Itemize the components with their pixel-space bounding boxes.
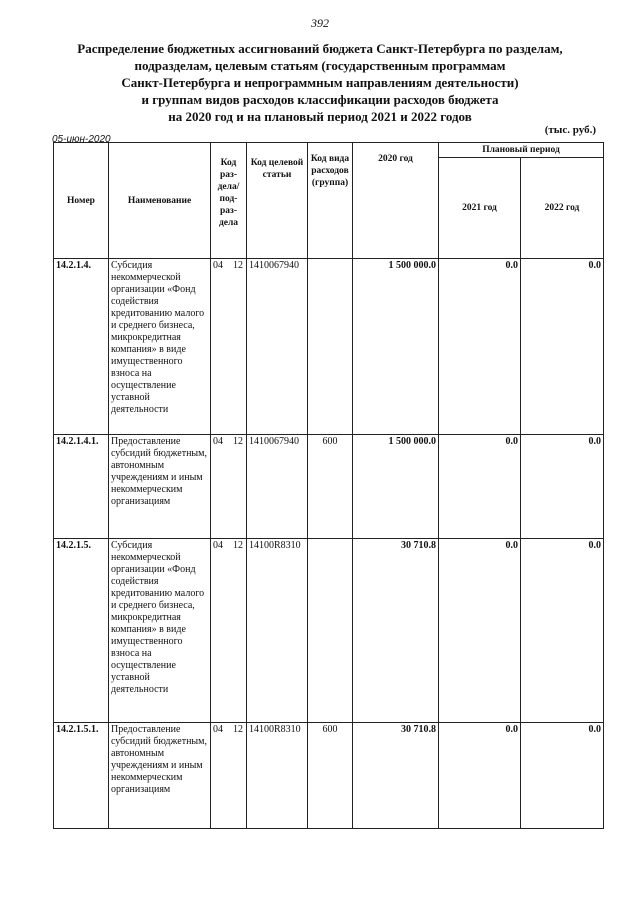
table-row: [54, 435, 604, 539]
row-number: 14.2.1.4.1.: [54, 435, 109, 539]
title-line: на 2020 год и на плановый период 2021 и 2022 годов: [168, 109, 472, 124]
row-target: 1410067940: [247, 435, 308, 539]
row-2021: 0.0: [439, 435, 521, 539]
header-year-2022: 2022 год: [521, 158, 604, 259]
title-line: подразделам, целевым статьям (государственным программам: [134, 58, 506, 73]
row-group: 600: [308, 435, 353, 539]
row-section: 04 12: [211, 435, 247, 539]
row-2021: 0.0: [439, 723, 521, 829]
row-group: 600: [308, 723, 353, 829]
header-planned-period: Плановый период: [439, 143, 604, 158]
row-section: 04 12: [211, 259, 247, 435]
row-target: 14100R8310: [247, 539, 308, 723]
header-row: [54, 143, 604, 158]
table-row: [54, 539, 604, 723]
row-group: [308, 259, 353, 435]
row-section: 04 12: [211, 539, 247, 723]
row-2022: 0.0: [521, 723, 604, 829]
row-2022: 0.0: [521, 539, 604, 723]
document-title: [50, 40, 590, 125]
row-number: 14.2.1.5.: [54, 539, 109, 723]
row-target: 1410067940: [247, 259, 308, 435]
row-2020: 30 710.8: [353, 539, 439, 723]
row-group: [308, 539, 353, 723]
row-2022: 0.0: [521, 435, 604, 539]
header-expense-group: Код вида расходов (группа): [308, 143, 353, 259]
title-line: и группам видов расходов классификации расходов бюджета: [141, 92, 499, 107]
row-name: Предоставление субсидий бюджетным, автономным учреждениям и иным некоммерческим организациям: [109, 435, 211, 539]
header-name: Наименование: [109, 143, 211, 259]
header-target: Код целевой статьи: [247, 143, 308, 259]
row-name: Субсидия некоммерческой организации «Фонд содействия кредитованию малого и среднего бизнеса, микрокредитная компания» в виде имущественного взноса на осуществление уставной деятельности: [109, 539, 211, 723]
row-section: 04 12: [211, 723, 247, 829]
header-year-2021: 2021 год: [439, 158, 521, 259]
row-2022: 0.0: [521, 259, 604, 435]
row-name: Предоставление субсидий бюджетным, автономным учреждениям и иным некоммерческим организациям: [109, 723, 211, 829]
row-number: 14.2.1.5.1.: [54, 723, 109, 829]
units-label: (тыс. руб.): [544, 124, 596, 136]
row-target: 14100R8310: [247, 723, 308, 829]
table-row: [54, 259, 604, 435]
header-section: Код раз- дела/ под- раз- дела: [211, 143, 247, 259]
title-line: Санкт-Петербурга и непрограммным направлениям деятельности): [121, 75, 519, 90]
date-stamp: 05-июн-2020: [52, 134, 111, 145]
row-name: Субсидия некоммерческой организации «Фонд содействия кредитованию малого и среднего бизнеса, микрокредитная компания» в виде имущественного взноса на осуществление уставной деятельности: [109, 259, 211, 435]
table-row: [54, 723, 604, 829]
row-2020: 30 710.8: [353, 723, 439, 829]
header-year-2020: 2020 год: [353, 143, 439, 259]
budget-table: [53, 142, 604, 829]
row-2020: 1 500 000.0: [353, 259, 439, 435]
row-number: 14.2.1.4.: [54, 259, 109, 435]
row-2021: 0.0: [439, 259, 521, 435]
page-number: 392: [311, 16, 329, 30]
row-2020: 1 500 000.0: [353, 435, 439, 539]
title-line: Распределение бюджетных ассигнований бюджета Санкт-Петербурга по разделам,: [77, 41, 563, 56]
header-number: Номер: [54, 143, 109, 259]
row-2021: 0.0: [439, 539, 521, 723]
